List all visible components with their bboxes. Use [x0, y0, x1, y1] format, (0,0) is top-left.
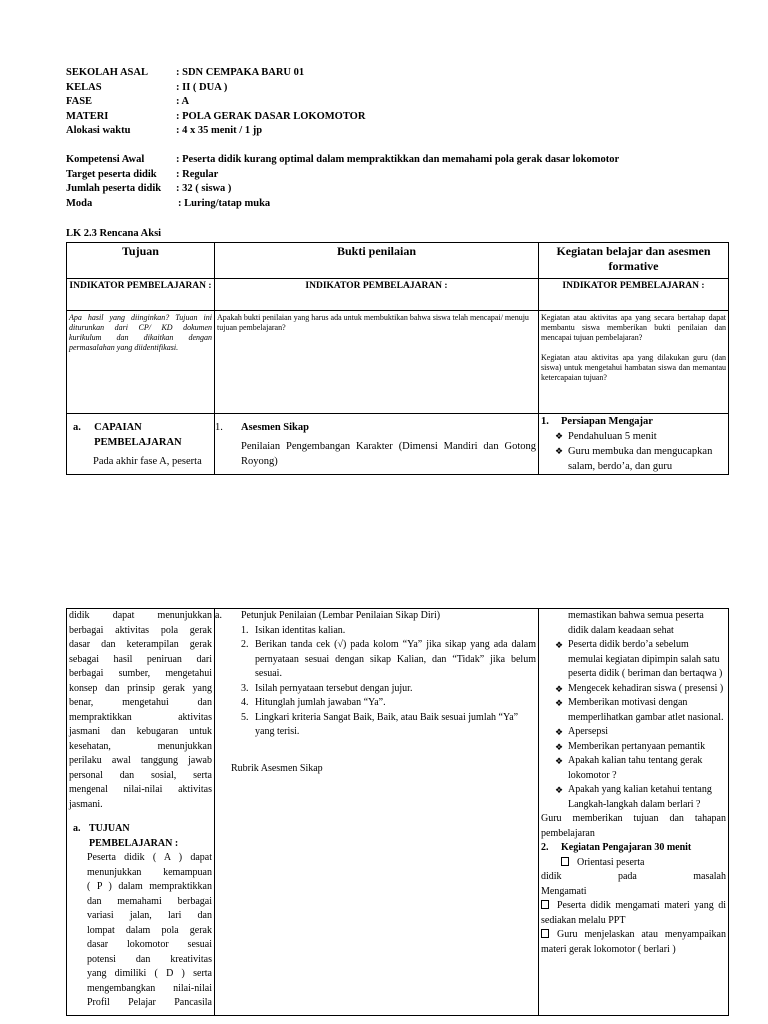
desc-col1: Apa hasil yang diinginkan? Tujuan ini diturunkan dari CP/ KD dokumen kurikulum dan dikaitkan dengan permasalahan yang diidentifikasi. [67, 311, 215, 414]
tp-heading: TUJUAN PEMBELAJARAN : [89, 823, 179, 849]
col3-heading: Persiapan Mengajar [561, 416, 653, 427]
col2-heading: Asesmen Sikap [241, 422, 309, 433]
col3-persiapan [539, 414, 729, 475]
text-line: dasar dan keterampilan gerak [69, 639, 212, 650]
list-item: 1. Isikan identitas kalian. [251, 624, 536, 639]
col2-continued [215, 609, 539, 1016]
value-sekolah: : SDN CEMPAKA BARU 01 [176, 67, 305, 78]
list-item: 3. Isilah pernyataan tersebut dengan jujur. [251, 682, 536, 697]
school-info [66, 66, 365, 139]
text-line: konsep dan prinsip gerak yang [69, 682, 212, 694]
tp-text [69, 851, 212, 1011]
text-line: personal dan sosial, serta [69, 769, 212, 781]
col3-marker: 1. [541, 416, 549, 427]
list-item: ❖ Memberikan pertanyaan pemantik [555, 740, 726, 755]
col3-paragraph: Guru memberikan tujuan dan tahapan pembelajaran [541, 813, 726, 839]
tp-marker: a. [73, 823, 81, 834]
step2-marker: 2. [541, 842, 549, 853]
text-line: menunjukkan kemampuan [87, 866, 212, 878]
value-kompetensi: : Peserta didik kurang optimal dalam mempraktikkan dan memahami pola gerak dasar lokomotor [176, 154, 620, 165]
label-alokasi: Alokasi waktu [66, 125, 131, 137]
col1-capaian [67, 414, 215, 475]
text-line: ( P ) dalam mempraktikkan [87, 881, 212, 892]
value-fase: : A [176, 96, 190, 108]
text-line: jasmani dan kebugaran untuk [69, 726, 212, 737]
col2-text: Penilaian Pengembangan Karakter (Dimensi Mandiri dan Gotong Royong) [241, 441, 536, 467]
value-kelas: : II ( DUA ) [176, 81, 228, 93]
text-line: mengembangkan nilai-nilai [87, 982, 212, 994]
rubrik-label: Rubrik Asesmen Sikap [231, 762, 323, 774]
indicator-col2: INDIKATOR PEMBELAJARAN : [215, 279, 539, 311]
list-item: ❖ Apakah kalian tahu tentang gerak lokomotor ? [555, 754, 726, 783]
list-item: ❖ Guru membuka dan mengucapkan salam, berdo’a, dan guru [555, 444, 726, 474]
text-line: dan memahami berbagai [87, 895, 212, 907]
text-line: jasmani. [69, 798, 103, 810]
desc-col3 [539, 311, 729, 414]
text-line: variasi jalan, lari dan [87, 910, 212, 921]
col2-marker: 1. [215, 422, 223, 433]
col2-asesmen [215, 414, 539, 475]
list-item: 2. Berikan tanda cek (√) pada kolom “Ya” jika sikap yang ada dalam pernyataan sesuai dengan sikap Kalian, dan “Tidak” jika belum sesuai. [251, 638, 536, 682]
value-materi: : POLA GERAK DASAR LOKOMOTOR [176, 110, 366, 122]
desc-col3-b: Kegiatan atau aktivitas apa yang dilakukan guru (dan siswa) untuk mengetahui hambatan siswa dan memantau ketercapaian tujuan? [541, 353, 726, 382]
text-line: Peserta didik ( A ) dapat [87, 852, 212, 863]
text-word: didik [541, 871, 562, 882]
value-target: : Regular [176, 168, 219, 180]
label-kompetensi: Kompetensi Awal [66, 154, 145, 165]
col1-paragraph [69, 609, 212, 812]
text-line: berbagai aktivitas pola gerak [69, 624, 212, 636]
list-item: ❖ Memberikan motivasi dengan memperlihatkan gambar atlet nasional. [555, 696, 726, 725]
col1-heading: CAPAIAN PEMBELAJARAN [94, 422, 182, 448]
text-line: yang dimiliki ( D ) serta [87, 968, 212, 979]
indicator-col1: INDIKATOR PEMBELAJARAN : [67, 279, 215, 311]
list-item: ❖ Apersepsi [555, 725, 726, 740]
competency-info [66, 153, 619, 211]
header-bukti: Bukti penilaian [215, 243, 539, 279]
list-item: ❖ Mengecek kehadiran siswa ( presensi ) [555, 682, 726, 697]
text-word: masalah [693, 871, 726, 882]
indicator-col3: INDIKATOR PEMBELAJARAN : [539, 279, 729, 311]
mengamati-text: Mengamati [541, 885, 587, 897]
list-item: 5. Lingkari kriteria Sangat Baik, Baik, atau Baik sesuai jumlah “Ya” yang terisi. [251, 711, 536, 740]
col1-marker: a. [73, 422, 81, 433]
value-alokasi: : 4 x 35 menit / 1 jp [176, 125, 263, 137]
list-item: ❖ Apakah yang kalian ketahui tentang Langkah-langkah dalam berlari ? [555, 783, 726, 812]
text-line: mengenal nilai-nilai aktivitas [69, 784, 212, 795]
square-item: Peserta didik mengamati materi yang di sediakan melalu PPT [541, 899, 726, 928]
label-kelas: KELAS [66, 81, 102, 93]
col3-continued [539, 609, 729, 1016]
text-line: lompat dalam pola gerak [87, 924, 212, 936]
step2-heading: Kegiatan Pengajaran 30 menit [561, 842, 692, 853]
col1-text: Pada akhir fase A, peserta [93, 456, 202, 467]
text-line: potensi dan kreativitas [87, 953, 212, 965]
action-plan-table-continued [66, 608, 729, 1016]
value-moda: : Luring/tatap muka [178, 197, 271, 209]
desc-col2: Apakah bukti penilaian yang harus ada untuk membuktikan bahwa siswa telah mencapai/ menuju tujuan pembelajaran? [215, 311, 539, 414]
label-moda: Moda [66, 197, 93, 209]
text-line: Profil Pelajar Pancasila [87, 997, 212, 1008]
col3-cont-text: memastikan bahwa semua peserta didik dalam keadaan sehat [568, 610, 704, 636]
text-line: berbagai sumber, mengetahui [69, 668, 212, 679]
petunjuk-heading: Petunjuk Penilaian (Lembar Penilaian Sikap Diri) [241, 610, 441, 621]
header-kegiatan: Kegiatan belajar dan asesmen formative [539, 243, 729, 279]
petunjuk-marker: a. [215, 610, 222, 621]
label-materi: MATERI [66, 110, 109, 122]
text-line: dasar lokomotor sesuai [87, 939, 212, 950]
action-plan-table [66, 242, 729, 475]
text-line: sebagai hasil peniruan dari [69, 653, 212, 665]
orientasi-text: Orientasi peserta [541, 856, 726, 871]
text-line: didik dapat menunjukkan [69, 610, 212, 621]
col1-continued [67, 609, 215, 1016]
orientasi-line [541, 870, 726, 885]
text-word: pada [617, 871, 637, 882]
desc-col3-a: Kegiatan atau aktivitas apa yang secara bertahap dapat membantu siswa memberikan bukti penilaian dan mencapai tujuan pembelajaran? [541, 313, 726, 342]
section-title: LK 2.3 Rencana Aksi [66, 228, 162, 239]
list-item: ❖ Peserta didik berdo’a sebelum memulai kegiatan dipimpin salah satu peserta didik ( beriman dan bertaqwa ) [555, 638, 726, 682]
header-tujuan: Tujuan [67, 243, 215, 279]
list-item: ❖ Pendahuluan 5 menit [555, 429, 726, 444]
text-line: mempraktikkan aktivitas [69, 711, 212, 723]
text-line: benar, mengetahui dan [69, 697, 212, 708]
list-item: 4. Hitunglah jumlah jawaban “Ya”. [251, 696, 536, 711]
label-target: Target peserta didik [66, 168, 157, 180]
petunjuk-steps [217, 624, 536, 740]
square-item: Guru menjelaskan atau menyampaikan materi gerak lokomotor ( berlari ) [541, 928, 726, 957]
label-sekolah: SEKOLAH ASAL [66, 67, 148, 78]
text-line: perilaku awal tanggung jawab [69, 755, 212, 766]
value-jumlah: : 32 ( siswa ) [176, 183, 232, 195]
text-line: kesehatan, menunjukkan [69, 740, 212, 752]
label-fase: FASE [66, 96, 93, 108]
label-jumlah: Jumlah peserta didik [66, 183, 162, 195]
